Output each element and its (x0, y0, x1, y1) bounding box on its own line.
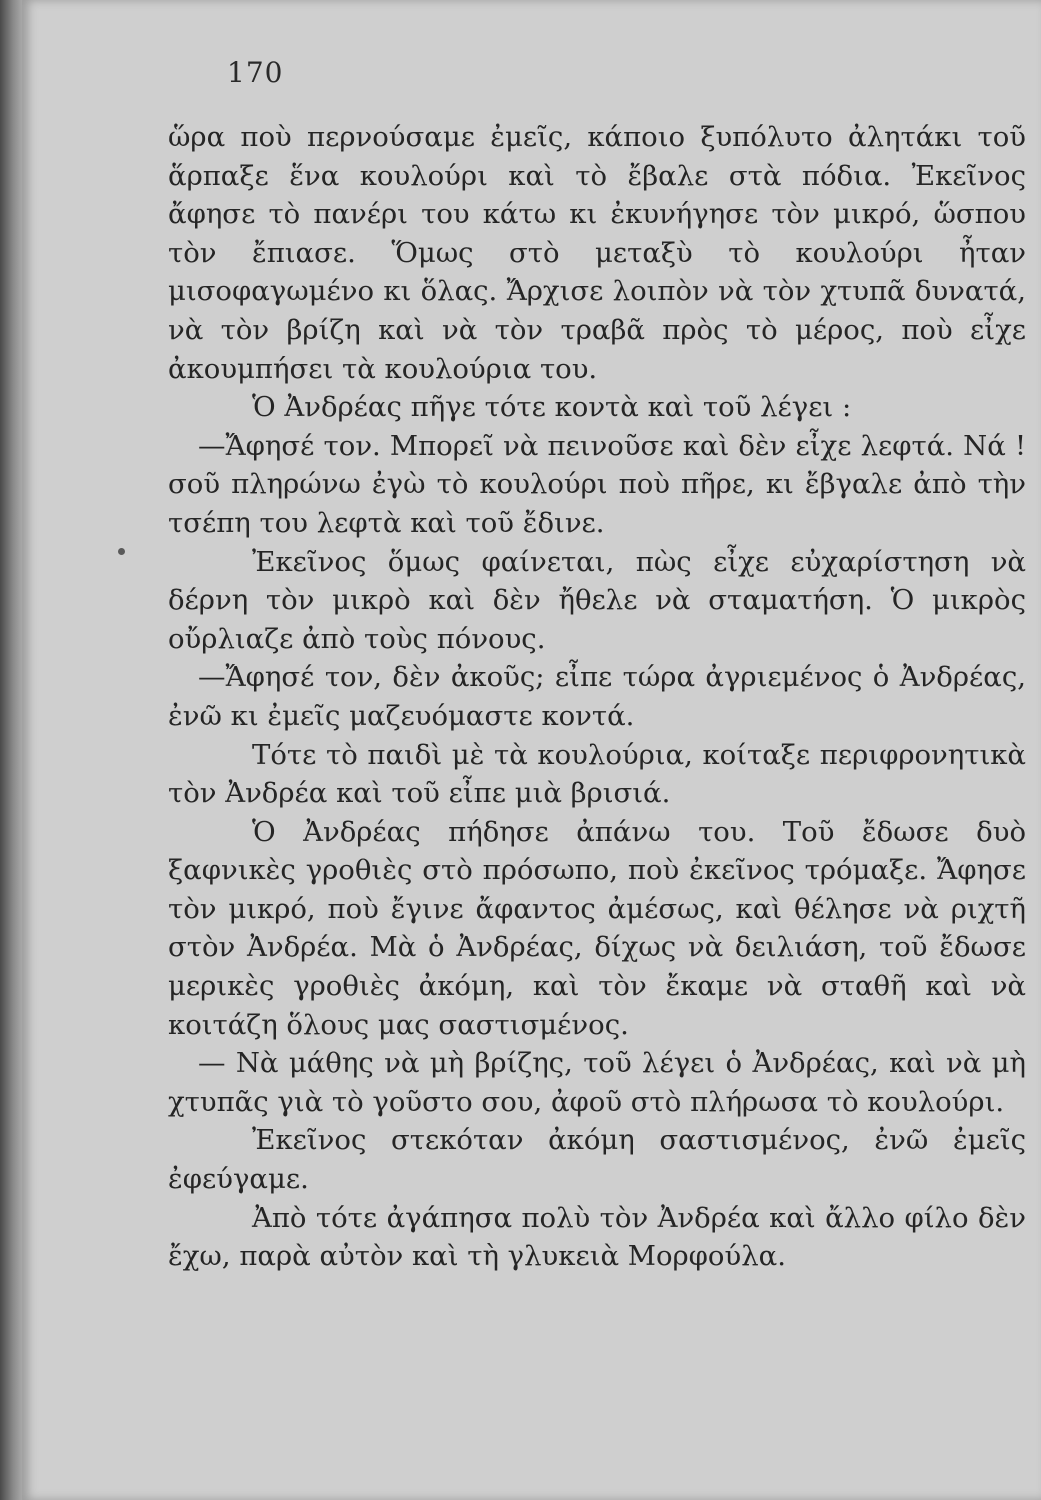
paragraph-9: Ἐκεῖνος στεκόταν ἀκόμη σαστισμένος, ἐνῶ ἐμεῖς ἐφεύγαμε. (168, 1124, 1026, 1196)
paragraph-10: Ἀπὸ τότε ἀγάπησα πολὺ τὸν Ἀνδρέα καὶ ἄλλο φίλο δὲν ἔχω, παρὰ αὐτὸν καὶ τὴ γλυκειὰ Μορφούλα. (168, 1201, 1026, 1273)
book-spine-edge (0, 0, 22, 1500)
paragraph-1: ὥρα ποὺ περνούσαμε ἐμεῖς, κάποιο ξυπόλυτο ἀλητάκι τοῦ ἅρπαξε ἕνα κουλούρι καὶ τὸ ἔβαλε στὰ πόδια. Ἐκεῖνος ἄφησε τὸ πανέρι του κάτω κι ἐκυνήγησε τὸν μικρό, ὥσπου τὸν ἔπιασε. Ὅμως στὸ μεταξὺ τὸ κουλούρι ἦταν μισοφαγωμένο κι ὅλας. Ἄρχισε λοιπὸν νὰ τὸν χτυπᾶ δυνατά, νὰ τὸν βρίζη καὶ νὰ τὸν τραβᾶ πρὸς τὸ μέρος, ποὺ εἶχε ἀκουμπήσει τὰ κουλούρια του. (168, 121, 1026, 385)
paragraph-4: Ἐκεῖνος ὅμως φαίνεται, πὼς εἶχε εὐχαρίστηση νὰ δέρνη τὸν μικρὸ καὶ δὲν ἤθελε νὰ σταματήση. Ὁ μικρὸς οὔρλιαζε ἀπὸ τοὺς πόνους. (168, 545, 1026, 655)
paragraph-7: Ὁ Ἀνδρέας πήδησε ἀπάνω του. Τοῦ ἔδωσε δυὸ ξαφνικὲς γροθιὲς στὸ πρόσωπο, ποὺ ἐκεῖνος τρόμαξε. Ἄφησε τὸν μικρό, ποὺ ἔγινε ἄφαντος ἀμέσως, καὶ θέλησε νὰ ριχτῆ στὸν Ἀνδρέα. Μὰ ὁ Ἀνδρέας, δίχως νὰ δειλιάση, τοῦ ἔδωσε μερικὲς γροθιὲς ἀκόμη, καὶ τὸν ἔκαμε νὰ σταθῆ καὶ νὰ κοιτάζη ὅλους μας σαστισμένος. (168, 815, 1026, 1041)
page-number: 170 (227, 56, 284, 89)
body-text (168, 118, 1026, 1276)
paragraph-3-dialogue: —Ἄφησέ τον. Μπορεῖ νὰ πεινοῦσε καὶ δὲν εἶχε λεφτά. Νά ! σοῦ πληρώνω ἐγὼ τὸ κουλούρι ποὺ πῆρε, κι ἔβγαλε ἀπὸ τὴν τσέπη του λεφτὰ καὶ τοῦ ἔδινε. (168, 429, 1026, 539)
paragraph-8-dialogue: — Νὰ μάθης νὰ μὴ βρίζης, τοῦ λέγει ὁ Ἀνδρέας, καὶ νὰ μὴ χτυπᾶς γιὰ τὸ γοῦστο σου, ἀφοῦ στὸ πλήρωσα τὸ κουλούρι. (168, 1047, 1026, 1118)
paragraph-2: Ὁ Ἀνδρέας πῆγε τότε κοντὰ καὶ τοῦ λέγει : (252, 391, 852, 424)
paragraph-6: Τότε τὸ παιδὶ μὲ τὰ κουλούρια, κοίταξε περιφρονητικὰ τὸν Ἀνδρέα καὶ τοῦ εἶπε μιὰ βρισιά. (168, 738, 1026, 810)
paragraph-5-dialogue: —Ἄφησέ τον, δὲν ἀκοῦς; εἶπε τώρα ἀγριεμένος ὁ Ἀνδρέας, ἐνῶ κι ἐμεῖς μαζευόμαστε κοντά. (168, 661, 1026, 732)
ink-speck (118, 548, 125, 555)
